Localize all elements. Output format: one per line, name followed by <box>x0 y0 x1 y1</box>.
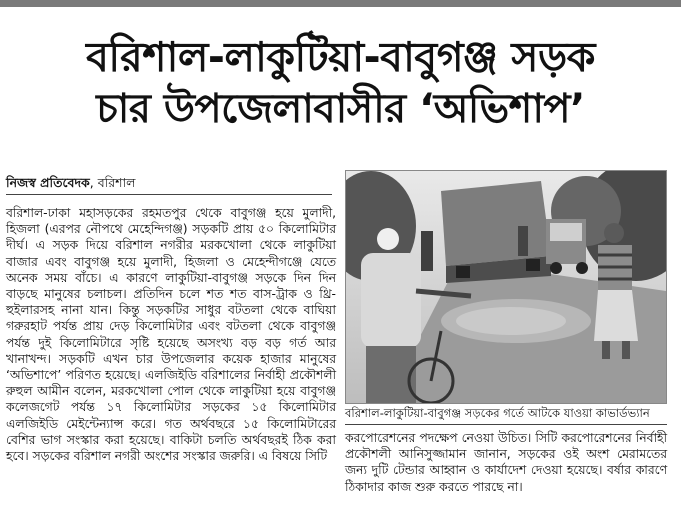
article-body-right: করপোরেশনের পদক্ষেপ নেওয়া উচিত। সিটি করপোরেশনের নির্বাহী প্রকৌশলী আনিসুজ্জামান জানান, সড়কের ওই অংশ মেরামতের জন্য দুটি টেন্ডার আহ্বান ও কার্যাদেশ দেওয়া হয়েছে। বর্ষার কারণে ঠিকাদার কাজ শুরু করতে পারছে না। <box>345 431 667 494</box>
news-photo <box>345 170 667 404</box>
byline <box>6 174 332 195</box>
article-body-left: বরিশাল-ঢাকা মহাসড়কের রহমতপুর থেকে বাবুগঞ্জ হয়ে মুলাদী, হিজলা (এরপর নৌপথে মেহেন্দিগঞ্জ) সড়কটি প্রায় ৫০ কিলোমিটার দীর্ঘ। এ সড়ক দিয়ে বরিশাল নগরীর মরকখোলা থেকে লাকুটিয়া বাজার এবং বাবুগঞ্জ হয়ে মুলাদী, হিজলা ও মেহেন্দীগঞ্জে যেতে অনেক সময় বাঁচে। এ কারণে লাকুটিয়া-বাবুগঞ্জ সড়কে দিন দিন বাড়ছে মানুষের চলাচল। প্রতিদিন চলে শত শত বাস-ট্রাক ও থ্রি-হুইলারসহ নানা যান। কিন্তু সড়কটির সাধুর বটতলা থেকে বাঘিয়া গরুরহাট পর্যন্ত প্রায় দেড় কিলোমিটার এবং বটতলা থেকে বাবুগঞ্জ পর্যন্ত দুই কিলোমিটারে সৃষ্টি হয়েছে অসংখ্য বড় বড় গর্ত আর খানাখন্দ। সড়কটি এখন চার উপজেলার কয়েক হাজার মানুষের ‘অভিশাপে’ পরিণত হয়েছে। এলজিইডি বরিশালের নির্বাহী প্রকৌশলী রুহুল আমীন বলেন, মরকখোলা পোল থেকে লাকুটিয়া হয়ে বাবুগঞ্জ কলেজগেট পর্যন্ত ১৭ কিলোমিটার সড়কের ১৫ কিলোমিটার এলজিইডি মেইন্টেন্যান্স করে। গত অর্থবছরে ১৫ কিলোমিটারের বেশির ভাগ সংস্কার করা হয়েছে। বাকিটা চলতি অর্থবছরই ঠিক করা হবে। সড়কের বরিশাল নগরী অংশের সংস্কার জরুরি। এ বিষয়ে সিটি <box>6 206 336 464</box>
news-photo-illustration <box>346 171 666 403</box>
article-column-right <box>345 430 667 495</box>
headline <box>0 30 681 134</box>
byline-reporter: নিজস্ব প্রতিবেদক <box>6 175 90 190</box>
top-rule <box>0 0 681 7</box>
headline-line-1: বরিশাল-লাকুটিয়া-বাবুগঞ্জ সড়ক <box>86 33 595 81</box>
byline-location: , বরিশাল <box>89 175 136 190</box>
article-column-left <box>6 205 336 464</box>
headline-line-2: চার উপজেলাবাসীর ‘অভিশাপ’ <box>96 86 585 132</box>
photo-caption: বরিশাল-লাকুটিয়া-বাবুগঞ্জ সড়কের গর্তে আটকে যাওয়া কাভার্ডভ্যান <box>345 405 667 425</box>
